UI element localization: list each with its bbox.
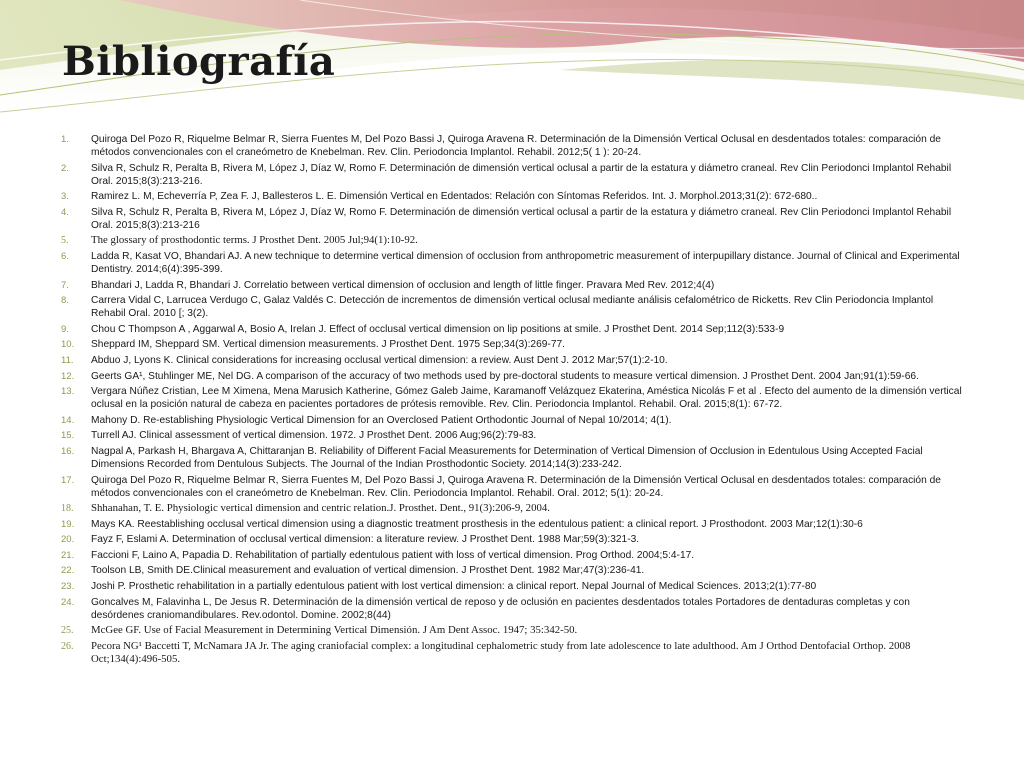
reference-item xyxy=(0,354,1024,367)
reference-number: 5. xyxy=(61,235,69,247)
reference-text: Geerts GA¹, Stuhlinger ME, Nel DG. A comparison of the accuracy of two methods used by pre-doctoral students to measure vertical dimension. J Prosthet Dent. 2004 Jan;91(1):59-66. xyxy=(91,370,919,382)
reference-text: Sheppard IM, Sheppard SM. Vertical dimension measurements. J Prosthet Dent. 1975 Sep;34(3):269-77. xyxy=(91,339,565,351)
reference-text: Pecora NG¹ Baccetti T, McNamara JA Jr. The aging craniofacial complex: a longitudinal cephalometric study from late adolescence to late adulthood. Am J Orthod Dentofacial Orthop. 2008 Oct;134(4):496-505. xyxy=(91,639,911,665)
reference-number: 2. xyxy=(61,162,69,174)
reference-number: 22. xyxy=(61,565,75,577)
reference-text: Abduo J, Lyons K. Clinical considerations for increasing occlusal vertical dimension: a review. Aust Dent J. 2012 Mar;57(1):2-10. xyxy=(91,354,668,366)
reference-number: 26. xyxy=(61,640,74,652)
reference-text: Joshi P. Prosthetic rehabilitation in a partially edentulous patient with lost vertical dimension: a clinical report. Nepal Journal of Medical Sciences. 2013;2(1):77-80 xyxy=(91,581,817,593)
reference-text: Vergara Núñez Cristian, Lee M Ximena, Mena Marusich Katherine, Gómez Galeb Jaime, Karamanoff Velázquez Ekaterina, Améstica Nicolás F et al . Efecto del aumento de la dimensión vertical oclusal en la posición natural de cabeza en pacientes portadores de prótesis removible. Rev. Clin. Periodoncia Implantol. Rehabil. Oral. 2015;8(1): 67-72. xyxy=(91,386,962,411)
reference-item xyxy=(0,250,1024,276)
reference-text: Quiroga Del Pozo R, Riquelme Belmar R, Sierra Fuentes M, Del Pozo Bassi J, Quiroga Aravena R. Determinación de la Dimensión Vertical Oclusal en desdentados totales: comparación de métodos convencionales con el craneómetro de Knebelman. Rev. Clin. Periodoncia Implantol. Rehabil. Oral. 2012; 5(1): 20-24. xyxy=(91,474,941,499)
reference-text: Toolson LB, Smith DE.Clinical measurement and evaluation of vertical dimension. J Prosthet Dent. 1982 Mar;47(3):236-41. xyxy=(91,565,645,577)
reference-item xyxy=(0,549,1024,562)
reference-number: 21. xyxy=(61,549,75,561)
reference-text: Silva R, Schulz R, Peralta B, Rivera M, López J, Díaz W, Romo F. Determinación de dimensión vertical oclusal a partir de la estatura y diámetro craneal. Rev Clin Periodonci Implantol Rehabil Oral. 2015;8(3):213-216. xyxy=(91,162,952,187)
reference-number: 8. xyxy=(61,295,69,307)
reference-number: 3. xyxy=(61,191,69,203)
reference-item xyxy=(0,206,1024,232)
reference-number: 17. xyxy=(61,474,75,486)
reference-number: 24. xyxy=(61,596,75,608)
reference-item xyxy=(0,279,1024,292)
reference-number: 25. xyxy=(61,625,74,637)
reference-item xyxy=(0,338,1024,351)
reference-number: 4. xyxy=(61,206,69,218)
reference-item xyxy=(0,414,1024,427)
reference-number: 7. xyxy=(61,279,69,291)
reference-item xyxy=(0,133,1024,159)
reference-text: Silva R, Schulz R, Peralta B, Rivera M, López J, Díaz W, Romo F. Determinación de dimensión vertical oclusal a partir de la estatura y diámetro craneal. Rev Clin Periodonci Implantol Rehabil Oral. 2015;8(3):213-216 xyxy=(91,206,952,231)
reference-item xyxy=(0,445,1024,471)
reference-text: Mays KA. Reestablishing occlusal vertical dimension using a diagnostic treatment prosthesis in the edentulous patient: a clinical report. J Prosthodont. 2003 Mar;12(1):30-6 xyxy=(91,518,863,530)
reference-text: Mahony D. Re-establishing Physiologic Vertical Dimension for an Overclosed Patient Orthodontic Journal of Nepal 10/2014; 4(1). xyxy=(91,414,672,426)
reference-item xyxy=(0,624,1024,637)
reference-number: 11. xyxy=(61,354,74,366)
reference-item xyxy=(0,429,1024,442)
reference-number: 15. xyxy=(61,430,75,442)
reference-number: 16. xyxy=(61,445,75,457)
reference-list xyxy=(0,133,1024,668)
reference-item xyxy=(0,294,1024,320)
reference-text: Ladda R, Kasat VO, Bhandari AJ. A new technique to determine vertical dimension of occlusion from anthropometric measurement of interpupillary distance. Journal of Clinical and Experimental Dentistry. 2014;6(4):395-399. xyxy=(91,250,960,275)
reference-number: 13. xyxy=(61,386,75,398)
reference-item xyxy=(0,533,1024,546)
reference-item xyxy=(0,564,1024,577)
reference-number: 1. xyxy=(61,134,69,145)
reference-number: 12. xyxy=(61,370,75,382)
reference-item xyxy=(0,474,1024,500)
reference-item xyxy=(0,190,1024,203)
reference-item xyxy=(0,162,1024,188)
reference-text: The glossary of prosthodontic terms. J Prosthet Dent. 2005 Jul;94(1):10-92. xyxy=(91,234,418,247)
reference-item xyxy=(0,580,1024,593)
reference-text: McGee GF. Use of Facial Measurement in Determining Vertical Dimensión. J Am Dent Assoc. 1947; 35:342-50. xyxy=(91,624,578,637)
reference-item xyxy=(0,323,1024,336)
reference-text: Chou C Thompson A , Aggarwal A, Bosio A, Irelan J. Effect of occlusal vertical dimension on lip positions at smile. J Prosthet Dent. 2014 Sep;112(3):533-9 xyxy=(91,323,785,335)
reference-text: Goncalves M, Falavinha L, De Jesus R. Determinación de la dimensión vertical de reposo y de oclusión en pacientes desdentados totales Portadores de dentaduras completas y con desórdenes craniomandibulares. Rev.odontol. Domine. 2002;8(44) xyxy=(91,596,910,621)
reference-text: Turrell AJ. Clinical assessment of vertical dimension. 1972. J Prosthet Dent. 2006 Aug;96(2):79-83. xyxy=(91,430,537,442)
reference-number: 9. xyxy=(61,323,69,335)
reference-text: Carrera Vidal C, Larrucea Verdugo C, Galaz Valdés C. Detección de incrementos de dimensión vertical oclusal mediante análisis cefalométrico de Ricketts. Rev Clin Periodoncia Implantol Rehabil Oral. 2010 [; 3(2). xyxy=(91,295,934,320)
reference-number: 6. xyxy=(61,250,69,262)
reference-number: 14. xyxy=(61,414,75,426)
reference-number: 10. xyxy=(61,339,75,351)
slide-title: Bibliografía xyxy=(62,38,336,85)
reference-item xyxy=(0,234,1024,247)
reference-number: 19. xyxy=(61,518,75,530)
reference-text: Faccioni F, Laino A, Papadia D. Rehabilitation of partially edentulous patient with loss of vertical dimension. Prog Orthod. 2004;5:4-17. xyxy=(91,549,695,561)
reference-item xyxy=(0,502,1024,515)
reference-text: Shhanahan, T. E. Physiologic vertical dimension and centric relation.J. Prosthet. Dent., 91(3):206-9, 2004. xyxy=(91,502,550,515)
reference-text: Nagpal A, Parkash H, Bhargava A, Chittaranjan B. Reliability of Different Facial Measurements for Determination of Vertical Dimension of Occlusion in Edentulous Using Accepted Facial Dimensions Recorded from Dentulous Subjects. The Journal of the Indian Prosthodontic Society. 2014;14(3):233-242. xyxy=(91,445,923,470)
reference-text: Fayz F, Eslami A. Determination of occlusal vertical dimension: a literature review. J Prosthet Dent. 1988 Mar;59(3):321-3. xyxy=(91,534,640,546)
reference-text: Bhandari J, Ladda R, Bhandari J. Correlatio between vertical dimension of occlusion and length of little finger. Pravara Med Rev. 2012;4(4) xyxy=(91,279,715,291)
reference-item xyxy=(0,640,1024,666)
reference-number: 23. xyxy=(61,581,75,593)
reference-item xyxy=(0,385,1024,411)
reference-item xyxy=(0,370,1024,383)
reference-text: Quiroga Del Pozo R, Riquelme Belmar R, Sierra Fuentes M, Del Pozo Bassi J, Quiroga Aravena R. Determinación de la Dimensión Vertical Oclusal en desdentados totales: comparación de métodos convencionales con el craneómetro de Knebelman. Rev. Clin. Periodoncia Implantol. Rehabil. 2012;5( 1 ): 20-24. xyxy=(91,134,941,158)
reference-item xyxy=(0,596,1024,622)
reference-text: Ramirez L. M, Echeverría P, Zea F. J, Ballesteros L. E. Dimensión Vertical en Edentados: Relación con Síntomas Referidos. Int. J. Morphol.2013;31(2): 672-680.. xyxy=(91,191,818,203)
reference-number: 18. xyxy=(61,503,74,515)
reference-item xyxy=(0,518,1024,531)
reference-number: 20. xyxy=(61,534,75,546)
